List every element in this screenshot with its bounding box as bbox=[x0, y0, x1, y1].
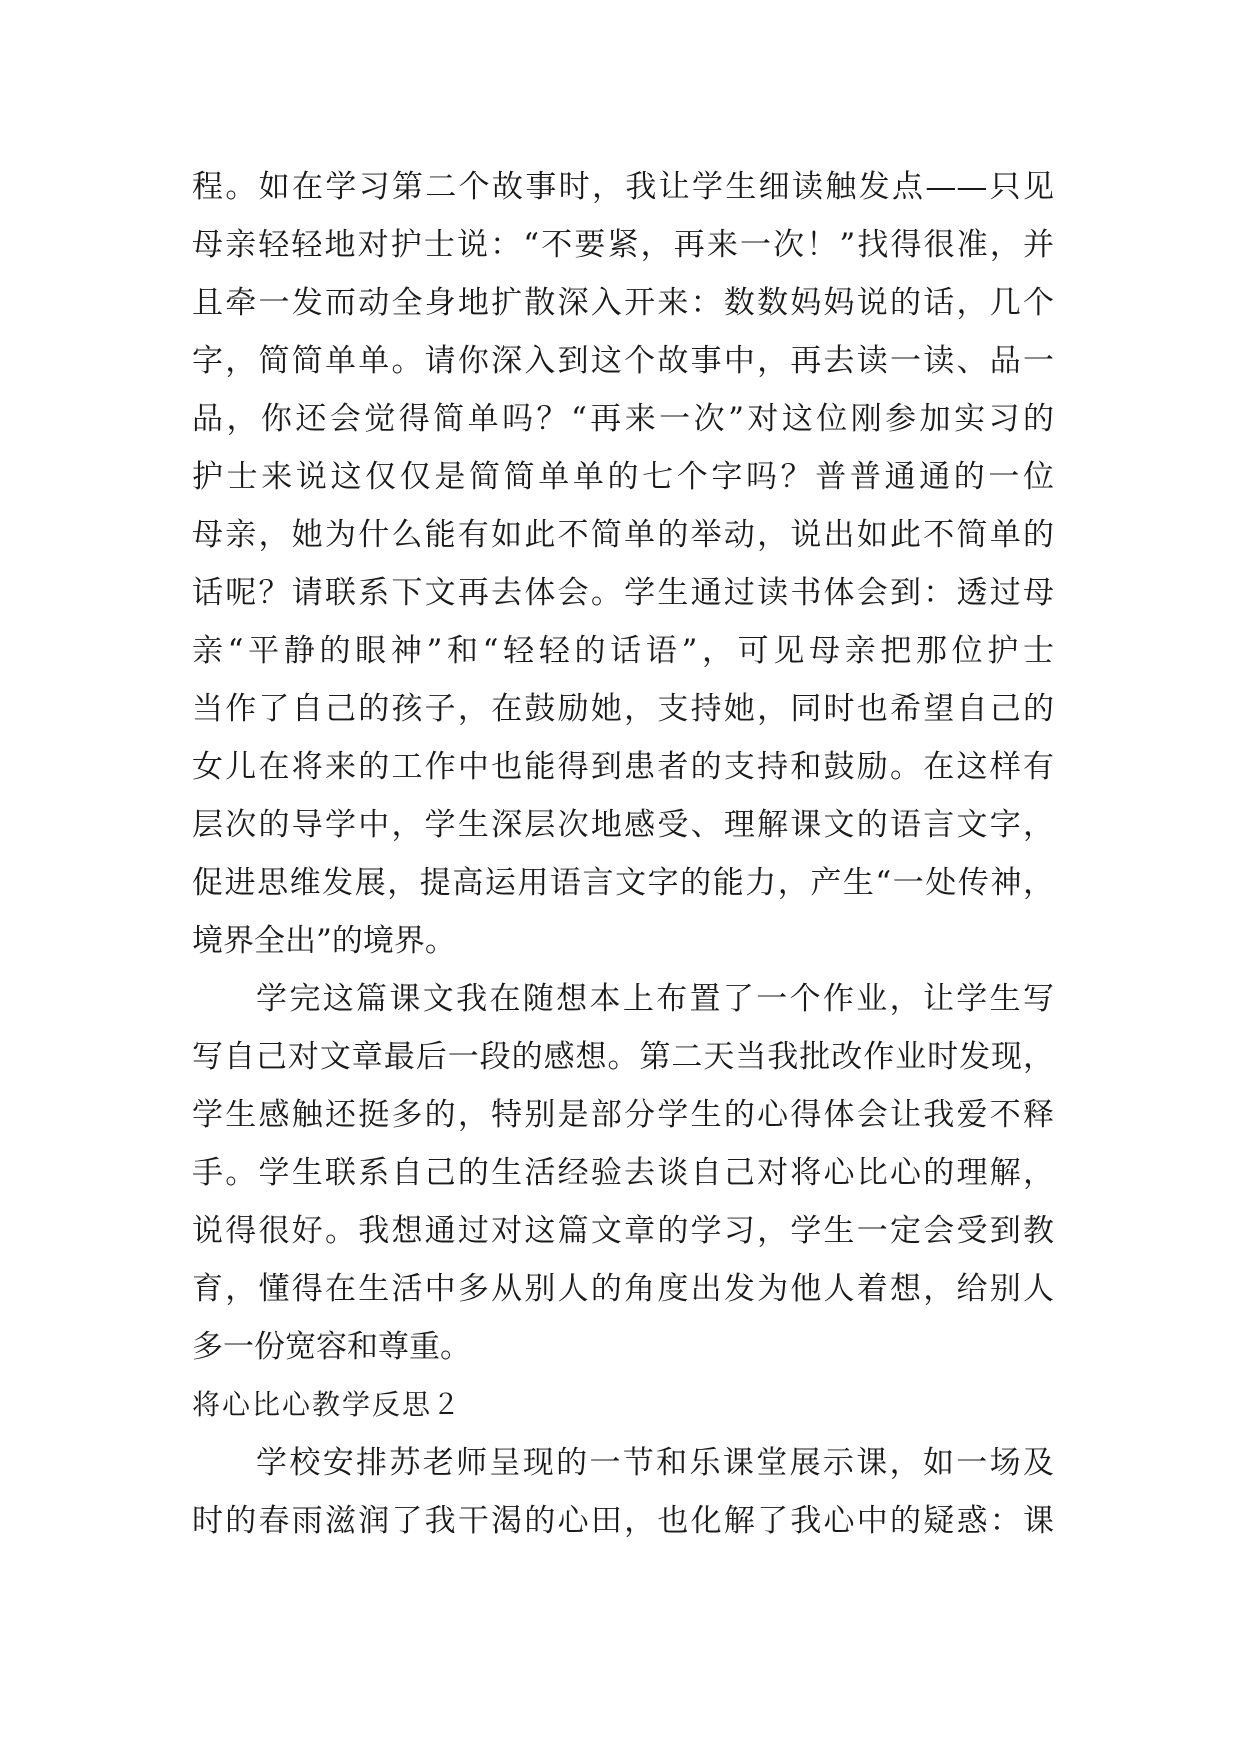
text-line: 写自己对文章最后一段的感想。第二天当我批改作业时发现， bbox=[192, 1039, 1054, 1075]
text-line: 母亲轻轻地对护士说：“不要紧，再来一次！”找得很准，并 bbox=[192, 227, 1054, 263]
text-line: 女儿在将来的工作中也能得到患者的支持和鼓励。在这样有 bbox=[192, 749, 1054, 785]
text-line: 学完这篇课文我在随想本上布置了一个作业，让学生写 bbox=[256, 981, 1054, 1017]
text-line: 当作了自己的孩子，在鼓励她，支持她，同时也希望自己的 bbox=[192, 691, 1054, 727]
text-line: 多一份宽容和尊重。 bbox=[192, 1329, 471, 1365]
text-line: 母亲，她为什么能有如此不简单的举动，说出如此不简单的 bbox=[192, 517, 1054, 553]
paragraph-3 bbox=[192, 1434, 1054, 1550]
text-line: 说得很好。我想通过对这篇文章的学习，学生一定会受到教 bbox=[192, 1213, 1054, 1249]
text-line: 护士来说这仅仅是简简单单的七个字吗？普普通通的一位 bbox=[192, 459, 1054, 495]
text-line: 亲“平静的眼神”和“轻轻的话语”，可见母亲把那位护士 bbox=[192, 633, 1054, 669]
text-line: 时的春雨滋润了我干渴的心田，也化解了我心中的疑惑：课 bbox=[192, 1503, 1054, 1539]
text-line: 促进思维发展，提高运用语言文字的能力，产生“一处传神， bbox=[192, 865, 1054, 901]
paragraph-2 bbox=[192, 970, 1054, 1376]
text-line: 且牵一发而动全身地扩散深入开来：数数妈妈说的话，几个 bbox=[192, 285, 1054, 321]
text-line: 境界全出”的境界。 bbox=[192, 923, 456, 959]
text-line: 学生感触还挺多的，特别是部分学生的心得体会让我爱不释 bbox=[192, 1097, 1054, 1133]
text-line: 育，懂得在生活中多从别人的角度出发为他人着想，给别人 bbox=[192, 1271, 1054, 1307]
text-line: 品，你还会觉得简单吗？“再来一次”对这位刚参加实习的 bbox=[192, 401, 1054, 437]
document-page bbox=[192, 158, 1054, 1550]
text-line: 层次的导学中，学生深层次地感受、理解课文的语言文字， bbox=[192, 807, 1054, 843]
section-heading: 将心比心教学反思２ bbox=[192, 1388, 463, 1421]
text-line: 学校安排苏老师呈现的一节和乐课堂展示课，如一场及 bbox=[256, 1445, 1054, 1481]
text-line: 手。学生联系自己的生活经验去谈自己对将心比心的理解， bbox=[192, 1155, 1054, 1191]
text-line: 字，简简单单。请你深入到这个故事中，再去读一读、品一 bbox=[192, 343, 1054, 379]
paragraph-1 bbox=[192, 158, 1054, 970]
text-line: 话呢？请联系下文再去体会。学生通过读书体会到：透过母 bbox=[192, 575, 1054, 611]
text-line: 程。如在学习第二个故事时，我让学生细读触发点——只见 bbox=[192, 169, 1054, 205]
